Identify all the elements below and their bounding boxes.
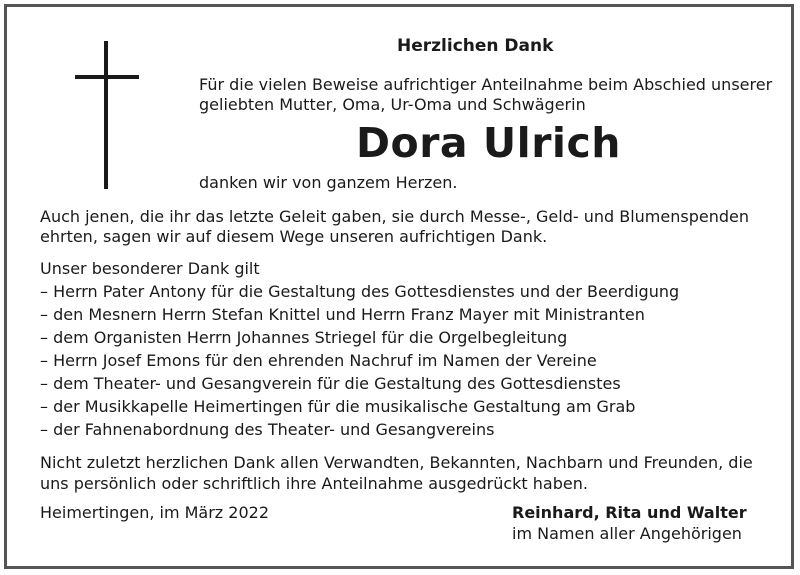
special-thanks-item: – dem Organisten Herrn Johannes Striegel für die Orgelbegleitung xyxy=(40,328,568,347)
special-thanks-intro: Unser besonderer Dank gilt xyxy=(40,259,260,278)
closing-line-2: uns persönlich oder schriftlich ihre Anteilnahme ausgedrückt haben. xyxy=(40,474,588,493)
special-thanks-item: – Herrn Pater Antony für die Gestaltung des Gottesdienstes und der Beerdigung xyxy=(40,282,680,301)
cross-icon xyxy=(75,41,139,189)
closing-line-1: Nicht zuletzt herzlichen Dank allen Verwandten, Bekannten, Nachbarn und Freunden, die xyxy=(40,453,753,472)
place-date: Heimertingen, im März 2022 xyxy=(40,503,270,522)
special-thanks-item: – der Fahnenabordnung des Theater- und Gesangvereins xyxy=(40,420,495,439)
signatories: Reinhard, Rita und Walter xyxy=(512,503,747,522)
notice-heading: Herzlichen Dank xyxy=(397,36,554,56)
special-thanks-item: – der Musikkapelle Heimertingen für die musikalische Gestaltung am Grab xyxy=(40,397,636,416)
thanks-line: danken wir von ganzem Herzen. xyxy=(199,173,458,192)
signatories-note: im Namen aller Angehörigen xyxy=(512,524,742,543)
intro-line-1: Für die vielen Beweise aufrichtiger Anteilnahme beim Abschied unserer xyxy=(199,75,773,94)
paragraph-1-line-2: ehrten, sagen wir auf diesem Wege unseren aufrichtigen Dank. xyxy=(40,227,548,246)
paragraph-1-line-1: Auch jenen, die ihr das letzte Geleit gaben, sie durch Messe-, Geld- und Blumenspenden xyxy=(40,207,749,226)
special-thanks-item: – Herrn Josef Emons für den ehrenden Nachruf im Namen der Vereine xyxy=(40,351,597,370)
special-thanks-item: – dem Theater- und Gesangverein für die Gestaltung des Gottesdienstes xyxy=(40,374,621,393)
intro-line-2: geliebten Mutter, Oma, Ur-Oma und Schwägerin xyxy=(199,95,586,114)
deceased-name: Dora Ulrich xyxy=(356,119,621,167)
special-thanks-item: – den Mesnern Herrn Stefan Knittel und Herrn Franz Mayer mit Ministranten xyxy=(40,305,645,324)
